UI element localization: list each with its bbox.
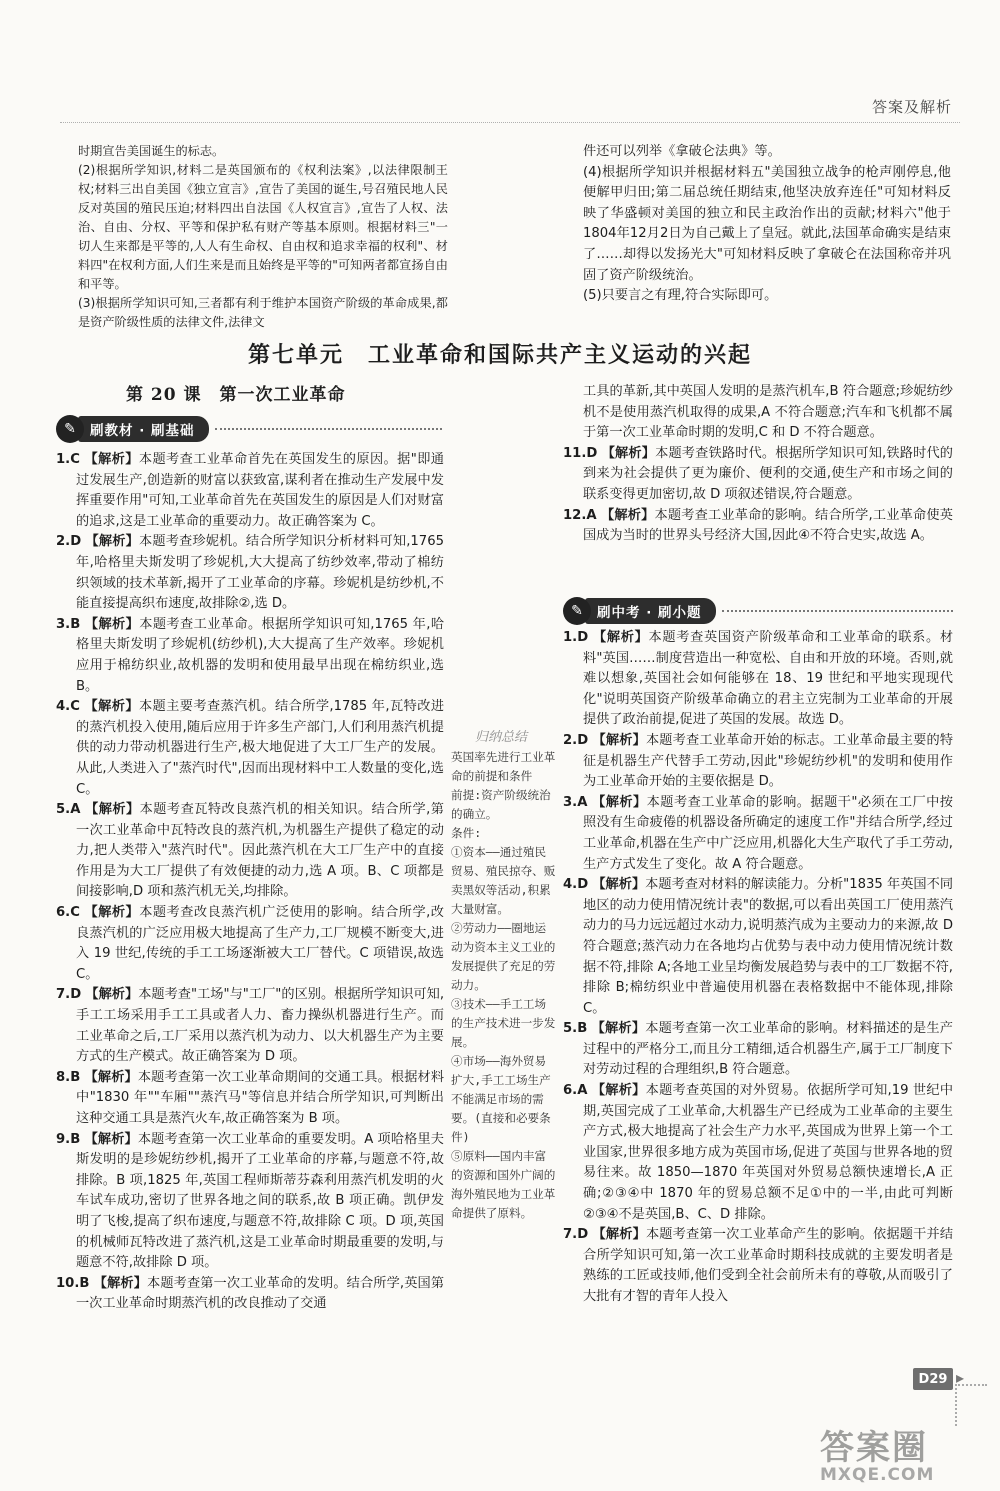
answer-item — [563, 875, 953, 1019]
arrow-right-icon: ▸ — [956, 1368, 965, 1387]
answer-choice: D — [70, 534, 82, 550]
answer-text: 本题考查英国资产阶级革命和工业革命的联系。材料"英国……制度营造出一种宽松、自由和开放的环境。否则,就难以想象,英国社会如何能够在 18、19 世纪和平地实现现代化"说明英国资产阶级革命确立的君主立宪制为工业革命的开展提供了政治前提,促进了英国的发展。故选 D。 — [583, 630, 954, 728]
answer-text: 本题考查"工场"与"工厂"的区别。根据所学知识可知,手工工场采用手工工具或者人力、畜力操纵机器进行生产。而工业革命之后,工厂采用以蒸汽机为动力、以大机器生产为主要方式的生产模式。故正确答案为 D 项。 — [76, 987, 445, 1065]
answers-left — [56, 450, 444, 1315]
answer-number: 3. — [56, 616, 71, 632]
book-icon: ✎ — [563, 597, 591, 625]
summary-line: ①资本——通过殖民贸易、殖民掠夺、贩卖黑奴等活动,积累大量财富。 — [451, 845, 556, 916]
answer-item — [56, 697, 444, 800]
analysis-tag: 【解析】 — [592, 794, 647, 810]
answer-item — [563, 1081, 953, 1225]
answer-number: 4. — [56, 699, 71, 715]
summary-line: 条件: — [451, 826, 482, 840]
book-icon: ✎ — [56, 415, 84, 443]
answer-text: 本题考查工业革命的影响。据题干"必须在工厂中按照没有生命疲倦的机器设备所确定的速度工作"并结合所学,经过工业革命,机器在生产中广泛应用,机器化大生产取代了手工劳动,生产方式发生了变化。故 A 符合题意。 — [583, 794, 953, 872]
watermark — [820, 1420, 990, 1486]
answer-choice: A — [577, 1083, 588, 1099]
answer-number: 11. — [563, 445, 587, 461]
answer-number: 2. — [563, 732, 578, 748]
answer-item — [56, 800, 444, 903]
paragraph: (5)只要言之有理,符合实际即可。 — [583, 288, 778, 304]
answer-choice: D — [586, 445, 598, 461]
analysis-tag: 【解析】 — [600, 507, 655, 523]
analysis-tag: 【解析】 — [601, 445, 656, 461]
analysis-tag: 【解析】 — [84, 699, 139, 715]
analysis-tag: 【解析】 — [592, 1227, 646, 1243]
summary-line: 前提:资产阶级统治的确立。 — [451, 788, 551, 821]
answer-choice: B — [79, 1275, 90, 1291]
top-right-column — [583, 142, 951, 307]
analysis-tag: 【解析】 — [591, 1083, 646, 1099]
answer-text: 本题考查英国的对外贸易。依据所学可知,19 世纪中期,英国完成了工业革命,大机器生产已经成为工业革命的主要生产方式,极大地提高了社会生产力水平,英国成为世界上第一个工业国家,世界很多地方成为英国市场,促进了英国与世界各地的贸易往来。故 1850—1870 年英国对外贸易总额快速增长,A 正确;②③④中 1870 年的贸易总额不足①中的一半,由此可判断②③④不是英国,B、C、D 排除。 — [583, 1083, 954, 1222]
answer-choice: A — [577, 794, 588, 810]
paragraph: (3)根据所学知识可知,三者都有利于维护本国资产阶级的革命成果,都是资产阶级性质的法律文件,法律文 — [78, 296, 448, 330]
answer-choice: B — [577, 1021, 588, 1037]
answer-text: 本题考查第一次工业革命期间的交通工具。根据材料中"1830 年""车厢""蒸汽马"等信息并结合所学知识,可判断出这种交通工具是蒸汽火车,故正确答案为 B 项。 — [76, 1069, 445, 1126]
answer-text: 本题考查工业革命的影响。结合所学,工业革命使英国成为当时的世界头号经济大国,因此④不符合史实,故选 A。 — [583, 507, 953, 544]
analysis-tag: 【解析】 — [84, 616, 140, 632]
analysis-tag: 【解析】 — [93, 1275, 148, 1291]
section-header: 答案及解析 — [871, 98, 952, 116]
answer-number: 4. — [563, 877, 578, 893]
answer-text: 本题考查工业革命开始的标志。工业革命最主要的特征是机器生产代替手工劳动,因此"珍妮纺纱机"的发明和使用作为工业革命开始的主要依据是 D。 — [583, 732, 954, 790]
answer-text: 本题考查第一次工业革命的发明。结合所学,英国第一次工业革命时期蒸汽机的改良推动了交通 — [76, 1275, 445, 1312]
answer-number: 7. — [56, 987, 71, 1003]
analysis-tag: 【解析】 — [84, 452, 139, 467]
answer-number: 5. — [563, 1021, 578, 1037]
summary-box — [451, 748, 557, 1223]
answer-number: 10. — [56, 1275, 80, 1291]
answer-text: 本题考查第一次工业革命的影响。材料描述的是生产过程中的严格分工,而且分工精细,适合机器生产,属于工厂制度下对劳动过程的合理组织,B 符合题意。 — [583, 1021, 953, 1078]
analysis-tag: 【解析】 — [591, 1021, 646, 1037]
answer-text: 本题考查工业革命。根据所学知识可知,1765 年,哈格里夫斯发明了珍妮机(纺纱机),大大提高了生产效率。珍妮机应用于棉纺织业,故机器的发明和使用最早出现在棉纺织业,选 B。 — [76, 616, 445, 694]
answer-item — [563, 1225, 953, 1307]
analysis-tag: 【解析】 — [84, 1069, 138, 1085]
answer-choice: D — [577, 732, 589, 748]
analysis-tag: 【解析】 — [85, 987, 139, 1003]
section-banner-exam — [563, 598, 953, 624]
banner-divider — [722, 610, 953, 612]
answer-number: 12. — [563, 507, 587, 523]
answer-item — [563, 731, 953, 793]
banner-label: 刷中考 · 刷小题 — [585, 598, 716, 624]
summary-line: ③技术——手工工场的生产技术进一步发展。 — [451, 997, 556, 1049]
answer-number: 1. — [56, 452, 71, 467]
summary-line: 英国率先进行工业革命的前提和条件 — [451, 750, 556, 783]
answer-text: 本题考查铁路时代。根据所学知识可知,铁路时代的到来为社会提供了更为廉价、便利的交通,使生产和市场之间的联系变得更加密切,故 D 项叙述错误,符合题意。 — [583, 445, 953, 502]
unit-title: 第七单元 工业革命和国际共产主义运动的兴起 — [247, 342, 752, 368]
answer-text: 本题考查瓦特改良蒸汽机的相关知识。结合所学,第一次工业革命中瓦特改良的蒸汽机,为机器生产提供了稳定的动力,把人类带入"蒸汽时代"。因此蒸汽机在大工厂生产中的直接作用是为大工厂提供了有效便捷的动力,选 A 项。B、C 项都是间接影响,D 项和蒸汽机无关,均排除。 — [76, 802, 444, 900]
answer-choice: A — [586, 507, 597, 523]
analysis-tag: 【解析】 — [593, 630, 649, 645]
answer-item — [563, 628, 953, 731]
answer-item — [563, 793, 953, 875]
analysis-tag: 【解析】 — [592, 877, 646, 893]
answer-number: 8. — [56, 1069, 71, 1085]
answer-item — [56, 1274, 444, 1315]
answer-number: 1. — [563, 630, 578, 645]
answer-item — [563, 1019, 953, 1081]
answer-text: 本题主要考查蒸汽机。结合所学,1785 年,瓦特改进的蒸汽机投入使用,随后应用于许多生产部门,人们利用蒸汽机提供的动力带动机器进行生产,极大地促进了大工厂生产的发展。从此,人类进入了"蒸汽时代",因而出现材料中工人数量的变化,选 C。 — [76, 699, 445, 797]
watermark-url: MXQE.COM — [820, 1465, 935, 1485]
answer-choice: C — [70, 452, 80, 467]
answer-item — [56, 1130, 444, 1274]
answer-choice: D — [577, 1227, 589, 1243]
paragraph: 件还可以列举《拿破仑法典》等。 — [583, 144, 781, 159]
section-banner-basics — [56, 416, 442, 442]
answer-choice: C — [70, 699, 80, 715]
answer-choice: B — [70, 616, 81, 632]
answer-number: 6. — [56, 905, 71, 921]
answer-number: 6. — [563, 1083, 578, 1099]
answer-item — [563, 444, 953, 506]
answer-number: 5. — [56, 802, 71, 818]
answer-choice: C — [70, 905, 80, 921]
answers-right-top — [563, 382, 953, 547]
answer-text: 本题考查第一次工业革命产生的影响。依据题干并结合所学知识可知,第一次工业革命时期科技成就的主要发明者是熟练的工匠或技师,他们受到全社会前所未有的尊敬,从而吸引了大批有才智的青年人投入 — [583, 1227, 954, 1304]
answer-choice: D — [577, 630, 589, 645]
answer-item — [56, 532, 444, 614]
answer-text: 本题考查工业革命首先在英国发生的原因。据"即通过发展生产,创造新的财富以获致富,谋利者在推动生产发展中发挥重要作用"可知,工业革命首先在英国发生的原因是人们对财富的追求,这是工业革命的重要动力。故正确答案为 C。 — [76, 452, 444, 529]
header-divider — [60, 122, 960, 123]
answer-text: 本题考查改良蒸汽机广泛使用的影响。结合所学,改良蒸汽机的广泛应用极大地提高了生产力,工厂规模不断变大,进入 19 世纪,传统的手工工场逐渐被大工厂替代。C 项错误,故选 C。 — [76, 905, 444, 982]
paragraph: (4)根据所学知识并根据材料五"美国独立战争的枪声刚停息,他便解甲归田;第二届总统任期结束,他坚决放弃连任"可知材料反映了华盛顿对美国的独立和民主政治作出的贡献;材料六"他于1804年12月2日为自己戴上了皇冠。就此,法国革命确实是结束了……却得以发扬光大"可知材料反映了拿破仑在法国称帝并巩固了资产阶级统治。 — [583, 164, 951, 283]
paragraph: (2)根据所学知识,材料二是英国颁布的《权利法案》,以法律限制王权;材料三出自美国《独立宣言》,宣告了美国的诞生,号召殖民地人民反对英国的殖民压迫;材料四出自法国《人权宣言》,宣告了人权、法治、自由、分权、平等和保护私有财产等基本原则。根据材料三"一切人生来都是平等的,人人有生命权、自由权和追求幸福的权利"、材料四"在权利方面,人们生来是而且始终是平等的"可知两者都宣扬自由和平等。 — [78, 163, 448, 292]
answer-text: 本题考查第一次工业革命的重要发明。A 项哈格里夫斯发明的是珍妮纺纱机,揭开了工业革命的序幕,与题意不符,故排除。B 项,1825 年,英国工程师斯蒂芬森利用蒸汽机发明的火车试车成功,密切了世界各地之间的联系,故 B 项正确。凯伊发明了飞梭,提高了织布速度,与题意不符,故排除 C 项。D 项,英国的机械师瓦特改进了蒸汽机,这是工业革命时期最重要的发明,与题意不符,故排除 D 项。 — [76, 1131, 444, 1271]
answer-choice: B — [70, 1069, 81, 1085]
answer-choice: A — [70, 802, 81, 818]
answer-choice: B — [70, 1131, 81, 1147]
answer-item — [56, 903, 444, 985]
paragraph: 时期宣告美国诞生的标志。 — [78, 144, 225, 158]
answer-item — [56, 1068, 444, 1130]
summary-line: ②劳动力——圈地运动为资本主义工业的发展提供了充足的劳动力。 — [451, 921, 556, 992]
lesson-title: 第 20 课 第一次工业革命 — [126, 385, 346, 405]
banner-label: 刷教材 · 刷基础 — [78, 416, 209, 442]
analysis-tag: 【解析】 — [592, 732, 646, 748]
answer-text: 工具的革新,其中英国人发明的是蒸汽机车,B 符合题意;珍妮纺纱机不是使用蒸汽机取得的成果,A 不符合题意;汽车和飞机都不属于第一次工业革命时期的发明,C 和 D 不符合题意。 — [583, 384, 953, 441]
analysis-tag: 【解析】 — [84, 905, 140, 921]
answers-right-bottom — [563, 628, 953, 1308]
summary-line: ④市场——海外贸易扩大,手工工场生产不能满足市场的需要。(直接和必要条件) — [451, 1054, 551, 1144]
top-left-column — [78, 142, 448, 332]
page-number: D29 — [913, 1368, 953, 1390]
answer-item — [56, 985, 444, 1067]
answer-number: 9. — [56, 1131, 71, 1147]
answer-number: 2. — [56, 534, 71, 550]
answer-text: 本题考查对材料的解读能力。分析"1835 年英国不同地区的动力使用情况统计表"的数据,可以看出英国工厂使用蒸汽动力的马力远远超过水动力,说明蒸汽成为主要动力的来源,故 D 符合题意;蒸汽动力在各地均占优势与表中动力使用情况统计数据不符,排除 A;各地工业呈均衡发展趋势与表中的工厂数据不符,排除 B;棉纺织业中普遍使用机器在表格数据中不能体现,排除 C。 — [583, 877, 954, 1016]
answer-choice: D — [577, 877, 589, 893]
summary-header: 归纳总结 — [475, 730, 528, 745]
analysis-tag: 【解析】 — [85, 802, 140, 818]
answer-number: 7. — [563, 1227, 578, 1243]
answer-number: 3. — [563, 794, 578, 810]
answer-item — [563, 506, 953, 547]
answer-item — [56, 615, 444, 697]
answer-item — [563, 382, 953, 444]
banner-divider — [215, 428, 442, 430]
answer-text: 本题考查珍妮机。结合所学知识分析材料可知,1765 年,哈格里夫斯发明了珍妮机,大大提高了纺纱效率,带动了棉纺织领域的技术革新,揭开了工业革命的序幕。珍妮机是纺纱机,不能直接提高织布速度,故排除②,选 D。 — [76, 534, 444, 612]
watermark-logo: 答案圈 — [820, 1428, 928, 1468]
analysis-tag: 【解析】 — [85, 534, 139, 550]
answer-item — [56, 450, 444, 532]
answer-choice: D — [70, 987, 82, 1003]
analysis-tag: 【解析】 — [84, 1131, 138, 1147]
summary-line: ⑤原料——国内丰富的资源和国外广阔的海外殖民地为工业革命提供了原料。 — [451, 1149, 556, 1220]
